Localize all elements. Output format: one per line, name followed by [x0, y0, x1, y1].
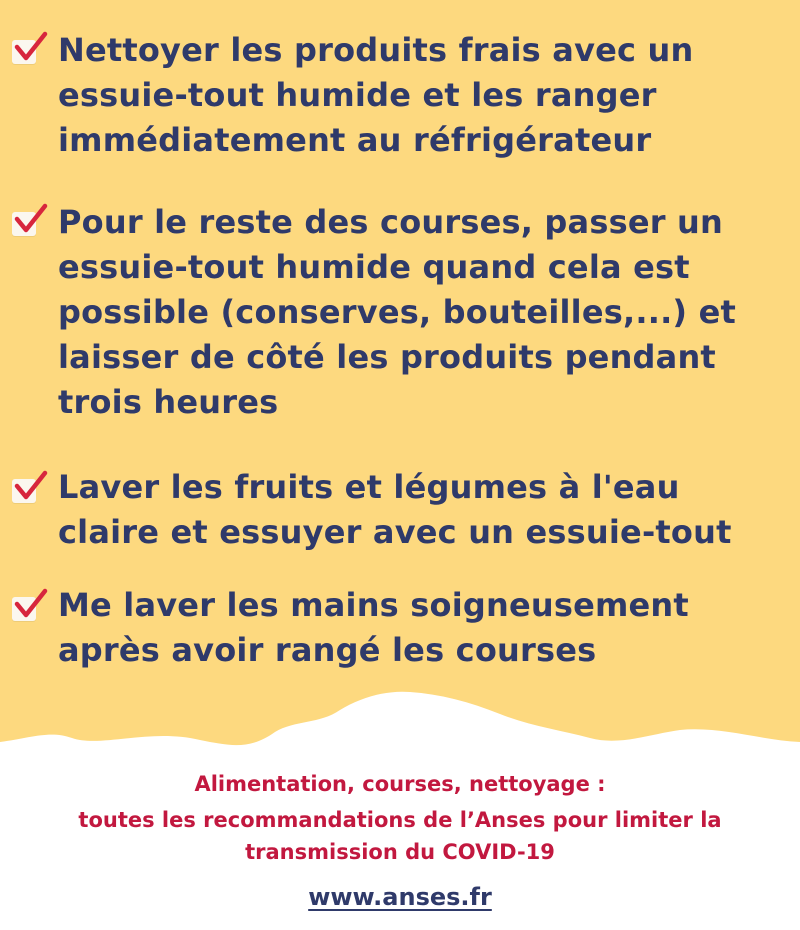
checklist-item-text: Laver les fruits et légumes à l'eau claire et essuyer avec un essuie-tout [58, 468, 732, 551]
check-icon [12, 206, 46, 236]
check-icon [12, 34, 46, 64]
check-icon [12, 473, 46, 503]
footer-line: transmission du COVID-19 [245, 840, 555, 864]
checklist-item-text: Nettoyer les produits frais avec un essuie-tout humide et les ranger immédiatement au réfrigérateur [58, 31, 694, 159]
check-icon [12, 591, 46, 621]
footer-line: Alimentation, courses, nettoyage : [194, 772, 606, 796]
website-link[interactable]: www.anses.fr [308, 883, 492, 911]
footer-line: toutes les recommandations de l’Anses pour limiter la [78, 808, 722, 832]
checklist-item-text: Me laver les mains soigneusement après avoir rangé les courses [58, 586, 689, 669]
checklist-item-text: Pour le reste des courses, passer un essuie-tout humide quand cela est possible (conserves, bouteilles,...) et laisser de côté les produits pendant trois heures [58, 203, 736, 421]
